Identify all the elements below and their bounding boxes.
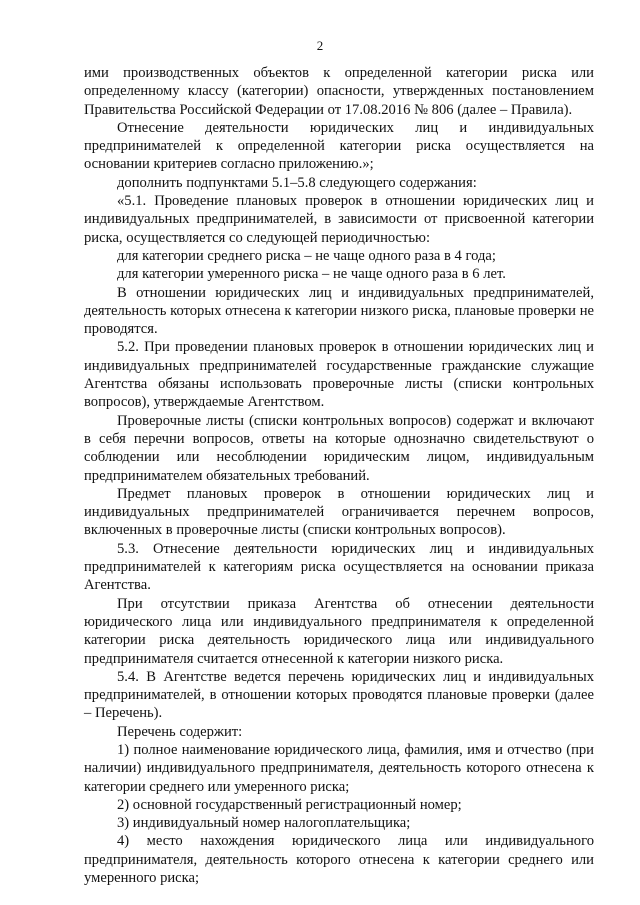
paragraph: Предмет плановых проверок в отношении юридических лиц и индивидуальных предпринимателей ограничивается перечнем вопросов, включенных в проверочные листы (списки контрольных вопросов). <box>84 485 594 539</box>
paragraph: При отсутствии приказа Агентства об отнесении деятельности юридического лица или индивидуального предпринимателя к определенной категории риска деятельность юридического лица или индивидуального предпринимателя считается отнесенной к категории низкого риска. <box>84 595 594 667</box>
paragraph: 5.3. Отнесение деятельности юридических лиц и индивидуальных предпринимателей к категориям риска осуществляется на основании приказа Агентства. <box>84 540 594 594</box>
paragraph: ими производственных объектов к определенной категории риска или определенному классу (категории) опасности, утвержденных постановлением Правительства Российской Федерации от 17.08.2016 № 806 (далее – Правила). <box>84 65 594 118</box>
paragraph: Перечень содержит: <box>117 723 243 740</box>
paragraph: для категории умеренного риска – не чаще одного раза в 6 лет. <box>117 266 506 283</box>
document-body <box>84 64 594 887</box>
paragraph: Проверочные листы (списки контрольных вопросов) содержат и включают в себя перечни вопросов, ответы на которые однозначно свидетельствуют о соблюдении или несоблюдении юридическим лицом, индивидуальным предпринимателем обязательных требований. <box>84 412 594 484</box>
paragraph: 3) индивидуальный номер налогоплательщика; <box>117 815 411 832</box>
paragraph: Отнесение деятельности юридических лиц и индивидуальных предпринимателей к определенной категории риска осуществляется на основании критериев согласно приложению.»; <box>84 119 594 173</box>
paragraph: дополнить подпунктами 5.1–5.8 следующего содержания: <box>117 174 477 191</box>
paragraph: «5.1. Проведение плановых проверок в отношении юридических лиц и индивидуальных предпринимателей, в зависимости от присвоенной категории риска, осуществляется со следующей периодичностью: <box>84 193 594 246</box>
paragraph: 4) место нахождения юридического лица или индивидуального предпринимателя, деятельность которого отнесена к категории среднего или умеренного риска; <box>84 833 594 887</box>
paragraph: В отношении юридических лиц и индивидуальных предпринимателей, деятельность которых отнесена к категории низкого риска, плановые проверки не проводятся. <box>84 284 594 338</box>
paragraph: 5.2. При проведении плановых проверок в отношении юридических лиц и индивидуальных предпринимателей государственные гражданские служащие Агентства обязаны использовать проверочные листы (списки контрольных вопросов), утверждаемые Агентством. <box>84 339 594 411</box>
paragraph: 2) основной государственный регистрационный номер; <box>117 796 462 813</box>
page-number: 2 <box>316 38 324 53</box>
paragraph: 5.4. В Агентстве ведется перечень юридических лиц и индивидуальных предпринимателей, в отношении которых проводятся плановые проверки (далее – Перечень). <box>84 668 594 722</box>
paragraph: для категории среднего риска – не чаще одного раза в 4 года; <box>117 247 496 264</box>
paragraph: 1) полное наименование юридического лица, фамилия, имя и отчество (при наличии) индивидуального предпринимателя, деятельность которого отнесена к категории среднего или умеренного риска; <box>84 741 594 795</box>
